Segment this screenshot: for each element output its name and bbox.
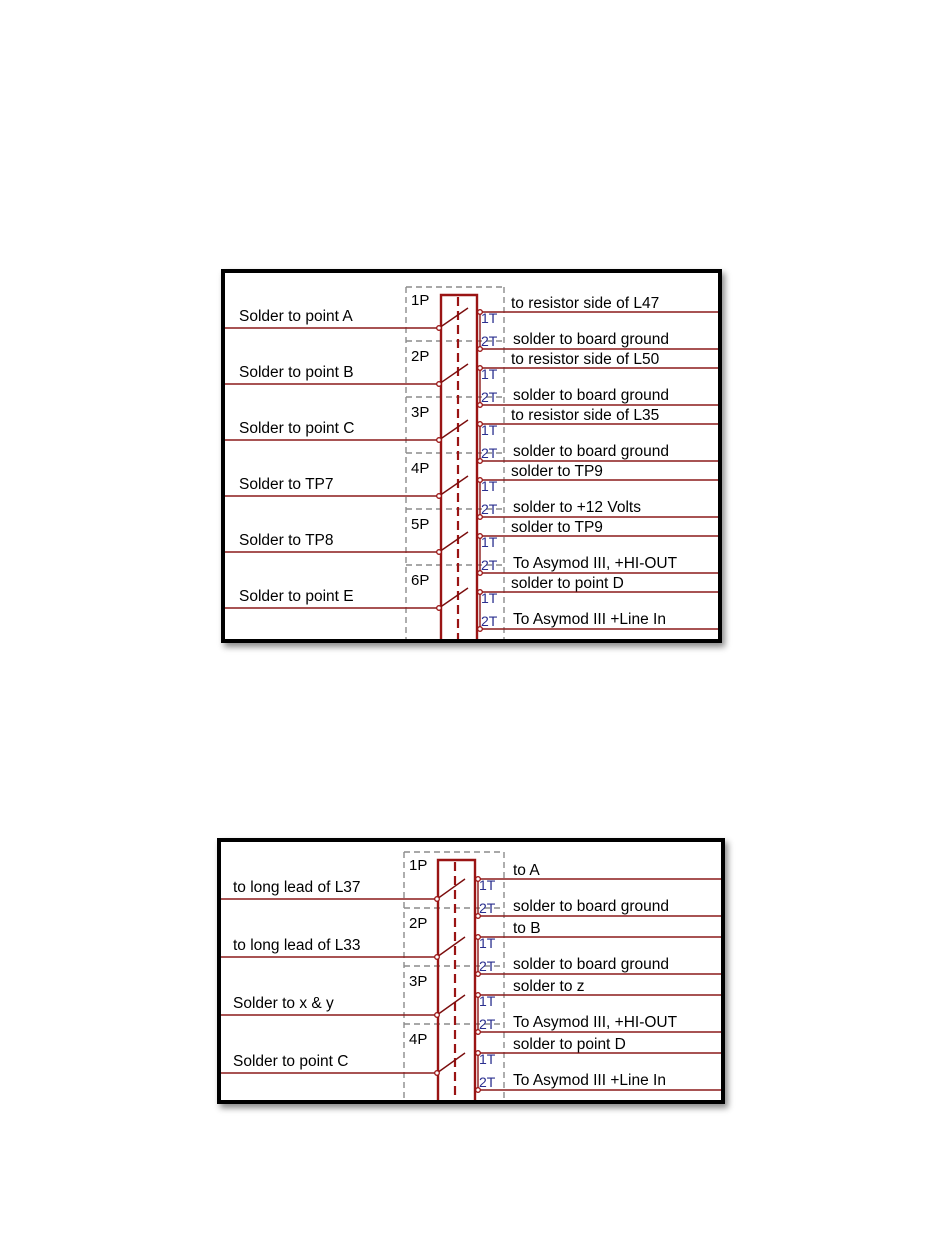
terminal-2t-wire-label: To Asymod III, +HI-OUT	[513, 555, 678, 572]
pole-label: 1P	[411, 292, 430, 309]
switch-arm	[439, 420, 468, 440]
common-terminal	[435, 955, 440, 960]
terminal-1t-wire-label: solder to point D	[511, 575, 624, 592]
terminal-1t-wire-label: solder to z	[513, 978, 585, 995]
common-wire-label: Solder to point C	[239, 420, 355, 437]
terminal-1t-label: 1T	[479, 877, 496, 893]
common-terminal	[437, 438, 442, 443]
common-wire-label: Solder to x & y	[233, 995, 334, 1012]
terminal-1t-wire-label: to resistor side of L50	[511, 351, 660, 368]
terminal-1t-label: 1T	[479, 993, 496, 1009]
pole-label: 1P	[409, 857, 428, 874]
pole-label: 2P	[409, 915, 428, 932]
terminal-2t-wire-label: solder to board ground	[513, 956, 669, 973]
switch-wiring-diagram-6-pole	[221, 269, 722, 643]
terminal-1t-wire-label: solder to TP9	[511, 519, 603, 536]
switch-arm	[439, 476, 468, 496]
terminal-2t-wire-label: solder to board ground	[513, 387, 669, 404]
common-wire-label: Solder to point A	[239, 308, 353, 325]
terminal-2t-label: 2T	[479, 1074, 496, 1090]
switch-arm	[439, 588, 468, 608]
terminal-1t-wire-label: solder to point D	[513, 1036, 626, 1053]
common-terminal	[435, 1013, 440, 1018]
terminal-1t-label: 1T	[481, 310, 498, 326]
terminal-2t-label: 2T	[479, 1016, 496, 1032]
pole-label: 5P	[411, 516, 430, 533]
common-wire-label: to long lead of L33	[233, 937, 361, 954]
switch-wiring-diagram-4-pole	[217, 838, 725, 1104]
switch-arm	[439, 364, 468, 384]
common-terminal	[437, 326, 442, 331]
terminal-1t-wire-label: to A	[513, 862, 540, 879]
terminal-2t-wire-label: solder to +12 Volts	[513, 499, 641, 516]
common-terminal	[437, 494, 442, 499]
pole-label: 3P	[411, 404, 430, 421]
common-wire-label: Solder to TP8	[239, 532, 334, 549]
common-terminal	[437, 382, 442, 387]
terminal-1t-label: 1T	[481, 478, 498, 494]
terminal-2t-wire-label: To Asymod III +Line In	[513, 1072, 666, 1089]
terminal-2t-label: 2T	[479, 900, 496, 916]
terminal-2t-label: 2T	[479, 958, 496, 974]
pole-label: 6P	[411, 572, 430, 589]
terminal-2t-wire-label: To Asymod III, +HI-OUT	[513, 1014, 678, 1031]
switch-arm	[437, 995, 465, 1015]
terminal-2t-label: 2T	[481, 333, 498, 349]
switch-schematic-6-pole	[225, 273, 718, 639]
terminal-1t-label: 1T	[481, 590, 498, 606]
switch-schematic-4-pole	[221, 842, 721, 1100]
actuator-bar	[438, 860, 475, 1100]
common-terminal	[437, 550, 442, 555]
terminal-2t-label: 2T	[481, 501, 498, 517]
pole-label: 4P	[411, 460, 430, 477]
common-terminal	[435, 1071, 440, 1076]
switch-arm	[437, 937, 465, 957]
switch-arm	[439, 532, 468, 552]
terminal-2t-wire-label: solder to board ground	[513, 331, 669, 348]
terminal-2t-wire-label: To Asymod III +Line In	[513, 611, 666, 628]
common-wire-label: Solder to point C	[233, 1053, 349, 1070]
common-wire-label: Solder to point B	[239, 364, 354, 381]
terminal-2t-label: 2T	[481, 613, 498, 629]
pole-label: 2P	[411, 348, 430, 365]
terminal-1t-label: 1T	[479, 935, 496, 951]
switch-arm	[437, 879, 465, 899]
terminal-2t-wire-label: solder to board ground	[513, 443, 669, 460]
terminal-1t-label: 1T	[481, 366, 498, 382]
terminal-1t-label: 1T	[481, 422, 498, 438]
pole-label: 3P	[409, 973, 428, 990]
common-terminal	[437, 606, 442, 611]
terminal-2t-label: 2T	[481, 389, 498, 405]
terminal-2t-label: 2T	[481, 445, 498, 461]
common-wire-label: to long lead of L37	[233, 879, 361, 896]
terminal-2t-label: 2T	[481, 557, 498, 573]
terminal-1t-wire-label: to resistor side of L35	[511, 407, 660, 424]
switch-arm	[437, 1053, 465, 1073]
common-terminal	[435, 897, 440, 902]
common-wire-label: Solder to TP7	[239, 476, 334, 493]
terminal-2t-wire-label: solder to board ground	[513, 898, 669, 915]
terminal-1t-wire-label: solder to TP9	[511, 463, 603, 480]
terminal-1t-wire-label: to resistor side of L47	[511, 295, 660, 312]
common-wire-label: Solder to point E	[239, 588, 354, 605]
pole-label: 4P	[409, 1031, 428, 1048]
terminal-1t-label: 1T	[479, 1051, 496, 1067]
terminal-1t-label: 1T	[481, 534, 498, 550]
switch-arm	[439, 308, 468, 328]
terminal-1t-wire-label: to B	[513, 920, 541, 937]
